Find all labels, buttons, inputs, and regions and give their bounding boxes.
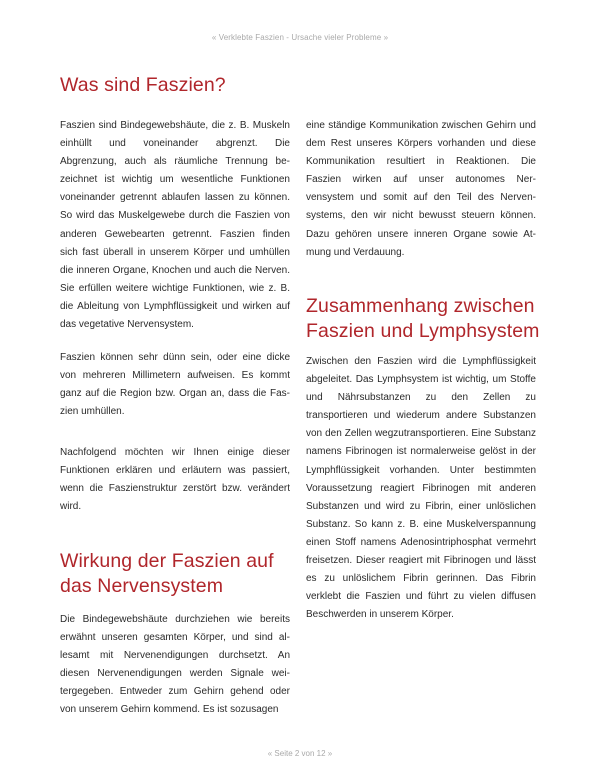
paragraph-intro-functions: Nachfolgend möchten wir Ihnen einige dieser Funktionen erklären und erläutern was passiert, wenn die Faszienstruktur zerstört bzw. verändert wird. bbox=[60, 447, 290, 513]
heading-zusammenhang-lymphsystem: Zusammenhang zwischen Faszien und Lymphsystem bbox=[306, 295, 540, 342]
paragraph-nerve-endings: Die Bindegewebshäute durchziehen wie bereits erwähnt unseren gesamten Körper, und sind allesamt mit Nervenendigungen durchsetzt. An diesen Nervenendigungen werden Signale weitergegeben. Entweder zum Gehirn gehend oder von unserem Gehirn kommend. Es ist sozusagen bbox=[60, 614, 290, 716]
paragraph-thickness: Faszien können sehr dünn sein, oder eine dicke von mehreren Millimetern aufweisen. Es kommt ganz auf die Region bzw. Organ an, dass die Faszien umhüllen. bbox=[60, 352, 290, 418]
heading-wirkung-nervensystem: Wirkung der Faszien auf das Nervensystem bbox=[60, 550, 274, 597]
page-number-footer: « Seite 2 von 12 » bbox=[267, 749, 333, 758]
running-header: « Verklebte Faszien - Ursache vieler Probleme » bbox=[211, 33, 389, 42]
paragraph-communication-continued: eine ständige Kommunikation zwischen Gehirn und dem Rest unseres Körpers vorhanden und diese Kommunikation resultiert in Reaktionen. Die Faszien wirken auf unser autonomes Nervensystem und somit auf den Teil des Nervensystems, den wir nicht bewusst steuern können. Dazu gehören unsere inneren Organe sowie Atmung und Verdauung. bbox=[306, 120, 536, 258]
paragraph-definition: Faszien sind Bindegewebshäute, die z. B. Muskeln einhüllt und voneinander abgrenzt. Die Abgrenzung, auch als räumliche Trennung bezeichnet ist wichtig um wesentliche Funktionen voneinander getrennt ablaufen lassen zu können. So wird das Muskelgewebe durch die Faszien von anderen Gewebearten getrennt. Faszien finden sich fast überall in unserem Körper und umhüllen die inneren Organe, Knochen und auch die Nerven. Sie erfüllen weitere wichtige Funktionen, wie z. B. die Ableitung von Lymphflüssigkeit und wirken auf das vegetative Nervensystem. bbox=[60, 120, 290, 331]
paragraph-lymph-fibrin: Zwischen den Faszien wird die Lymphflüssigkeit abgeleitet. Das Lymphsystem ist wichtig, um Stoffe und Nährsubstanzen zu den Zellen zu transportieren und wiederum andere Substanzen von den Zellen wegzutransportieren. Eine Substanz namens Fibrinogen ist normalerweise gelöst in der Lymphflüssigkeit vorhanden. Unter bestimmten Voraussetzung reagiert Fibrinogen mit anderen Substanzen und wird zu Fibrin, einer unlöslichen Substanz. So kann z. B. eine Muskelverspannung einen Stoff namens Adenosintriphosphat vermehrt freisetzen. Dieser reagiert mit Fibrinogen und lässt es zu unlöslichem Fibrin gerinnen. Das Fibrin verklebt die Faszien und führt zu vielen diffusen Beschwerden in unserem Körper. bbox=[306, 356, 536, 621]
heading-was-sind-faszien: Was sind Faszien? bbox=[60, 74, 226, 96]
